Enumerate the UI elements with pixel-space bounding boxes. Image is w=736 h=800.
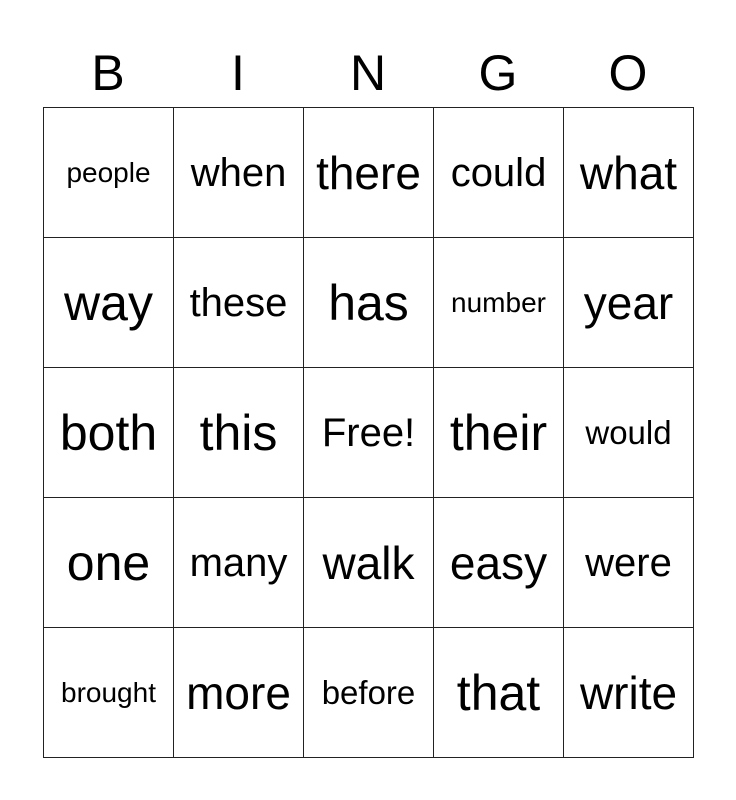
bingo-cell[interactable]: were [564, 498, 694, 628]
bingo-cell[interactable]: both [44, 368, 174, 498]
bingo-cell[interactable]: way [44, 238, 174, 368]
header-letter-g: G [478, 45, 518, 101]
bingo-cell[interactable]: one [44, 498, 174, 628]
free-space-cell[interactable]: Free! [304, 368, 434, 498]
bingo-cell[interactable]: before [304, 628, 434, 758]
bingo-cell[interactable]: would [564, 368, 694, 498]
bingo-cell[interactable]: what [564, 108, 694, 238]
bingo-header [43, 40, 693, 106]
bingo-cell[interactable]: could [434, 108, 564, 238]
header-letter-n: N [349, 45, 387, 101]
bingo-cell[interactable]: when [174, 108, 304, 238]
bingo-cell[interactable]: has [304, 238, 434, 368]
bingo-cell[interactable]: their [434, 368, 564, 498]
bingo-cell[interactable]: people [44, 108, 174, 238]
bingo-cell[interactable]: brought [44, 628, 174, 758]
bingo-cell[interactable]: easy [434, 498, 564, 628]
bingo-cell[interactable]: write [564, 628, 694, 758]
bingo-cell[interactable]: many [174, 498, 304, 628]
bingo-cell[interactable]: number [434, 238, 564, 368]
bingo-cell[interactable]: there [304, 108, 434, 238]
header-letter-i: I [231, 45, 245, 101]
bingo-board [43, 107, 694, 758]
bingo-cell[interactable]: walk [304, 498, 434, 628]
header-letter-o: O [608, 45, 648, 101]
bingo-cell[interactable]: these [174, 238, 304, 368]
header-letter-b: B [91, 45, 125, 101]
bingo-cell[interactable]: more [174, 628, 304, 758]
bingo-cell[interactable]: that [434, 628, 564, 758]
bingo-cell[interactable]: this [174, 368, 304, 498]
bingo-cell[interactable]: year [564, 238, 694, 368]
